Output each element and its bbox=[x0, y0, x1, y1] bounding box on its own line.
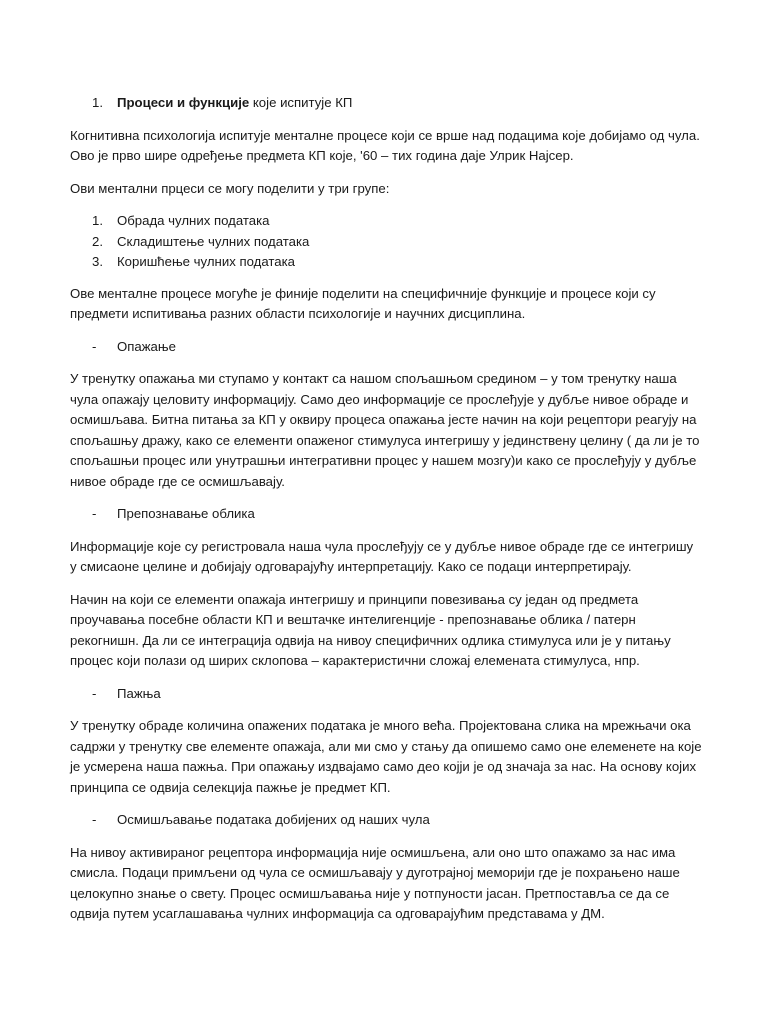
paznja-paragraph: У тренутку обраде количина опажених података је много већа. Пројектована слика на мрежњачи ока садржи у тренутку све елементе опажаја, али ми смо у стању да опишемо само оне елеменете на које је усмерена наша пажња. При опажању издвајамо само део којји је од значаја за нас. На основу којих принципа се одвија селекција пажње је предмет КП. bbox=[70, 718, 702, 795]
list-item-label: Обрада чулних података bbox=[117, 213, 270, 228]
heading-bold-text: Процеси и функције bbox=[117, 95, 250, 110]
list-item-number: 2. bbox=[92, 233, 103, 249]
intro-paragraph: Когнитивна психологија испитује менталне процесе који се врше над подацима које добијамо од чула. Ово је прво шире одређење предмета КП које, '60 – тих година даје Улрик Најсер. bbox=[70, 127, 700, 163]
subsection-title: Опажање bbox=[117, 338, 176, 354]
list-item-label: Складиштење чулних података bbox=[117, 233, 310, 249]
groups-list bbox=[70, 211, 702, 273]
subsection-title: Осмишљавање података добијених од наших чула bbox=[117, 812, 430, 827]
subsection-title-osmisljavanje bbox=[70, 810, 702, 831]
list-item-number: 3. bbox=[92, 254, 103, 269]
dash-marker: - bbox=[92, 812, 97, 827]
prepoznavanje-paragraph-2: Начин на који се елементи опажаја интегришу и принципи повезивања су један од предмета проучавања посебне области КП и вештачке интелигенције - препознавање облика / патерн рекогнишн. Да ли се интеграција одвија на нивоу специфичних одлика стимулуса или је у питању процес који полази од ширих склопова – карактеристични сложај елемената стимулуса, нпр. bbox=[70, 591, 671, 668]
subsection-title-prepoznavanje bbox=[70, 504, 702, 525]
groups-intro-paragraph: Ови ментални прцеси се могу поделити у три групе: bbox=[70, 180, 390, 196]
after-groups-paragraph: Ове менталне процесе могуће је финије поделити на специфичније функције и процесе који су предмети испитивања разних области психологије и научних дисциплина. bbox=[70, 285, 656, 321]
subsection-title-opazanje bbox=[70, 337, 702, 358]
subsection-title: Препознавање облика bbox=[117, 506, 255, 521]
dash-marker: - bbox=[92, 685, 97, 701]
prepoznavanje-paragraph-1: Информације које су регистровала наша чула прослеђују се у дубље нивое обраде где се интегришу у смисаоне целине и добијају одговарајућу интерпретацију. Како се подаци интерпретирају. bbox=[70, 538, 694, 574]
list-item bbox=[70, 211, 702, 232]
opazanje-paragraph: У тренутку опажања ми ступамо у контакт са нашом спољашњом средином – у том тренутку наша чула опажају целовиту информацију. Само део информације се прослеђује у дубље нивое обраде и осмишљава. Битна питања за КП у оквиру процеса опажања јесте начин на који рецептори реагују на спољашњу дражу, како се елементи опаженог стимулуса интегришу у јединствену целину ( да ли је то спољашњи процес или унутрашњи интегративни процес у нашем мозгу)и како се прослеђују у дубље нивое обраде где се осмишљавају. bbox=[70, 371, 700, 489]
list-item-label: Коришћење чулних података bbox=[117, 254, 295, 269]
list-item-number: 1. bbox=[92, 213, 103, 228]
dash-marker: - bbox=[92, 338, 97, 354]
osmisljavanje-paragraph: На нивоу активираног рецептора информација није осмишљена, али оно што опажамо за нас има смисла. Подаци примљени од чула се осмишљавају у дуготрајној меморији где је похрањено наше целокупно знање о свету. Процес осмишљавања није у потпуности јасан. Претпоставља се да се одвија путем усаглашавања чулних информација са одговарајућим представама у ДМ. bbox=[70, 844, 680, 921]
section-heading bbox=[70, 93, 702, 114]
document-content bbox=[70, 93, 702, 937]
subsection-title: Пажња bbox=[117, 685, 161, 701]
subsection-title-paznja bbox=[70, 684, 702, 705]
list-item bbox=[70, 232, 702, 253]
heading-number: 1. bbox=[92, 95, 103, 110]
dash-marker: - bbox=[92, 506, 97, 521]
heading-rest-text: које испитује КП bbox=[249, 95, 353, 110]
list-item bbox=[70, 252, 702, 273]
